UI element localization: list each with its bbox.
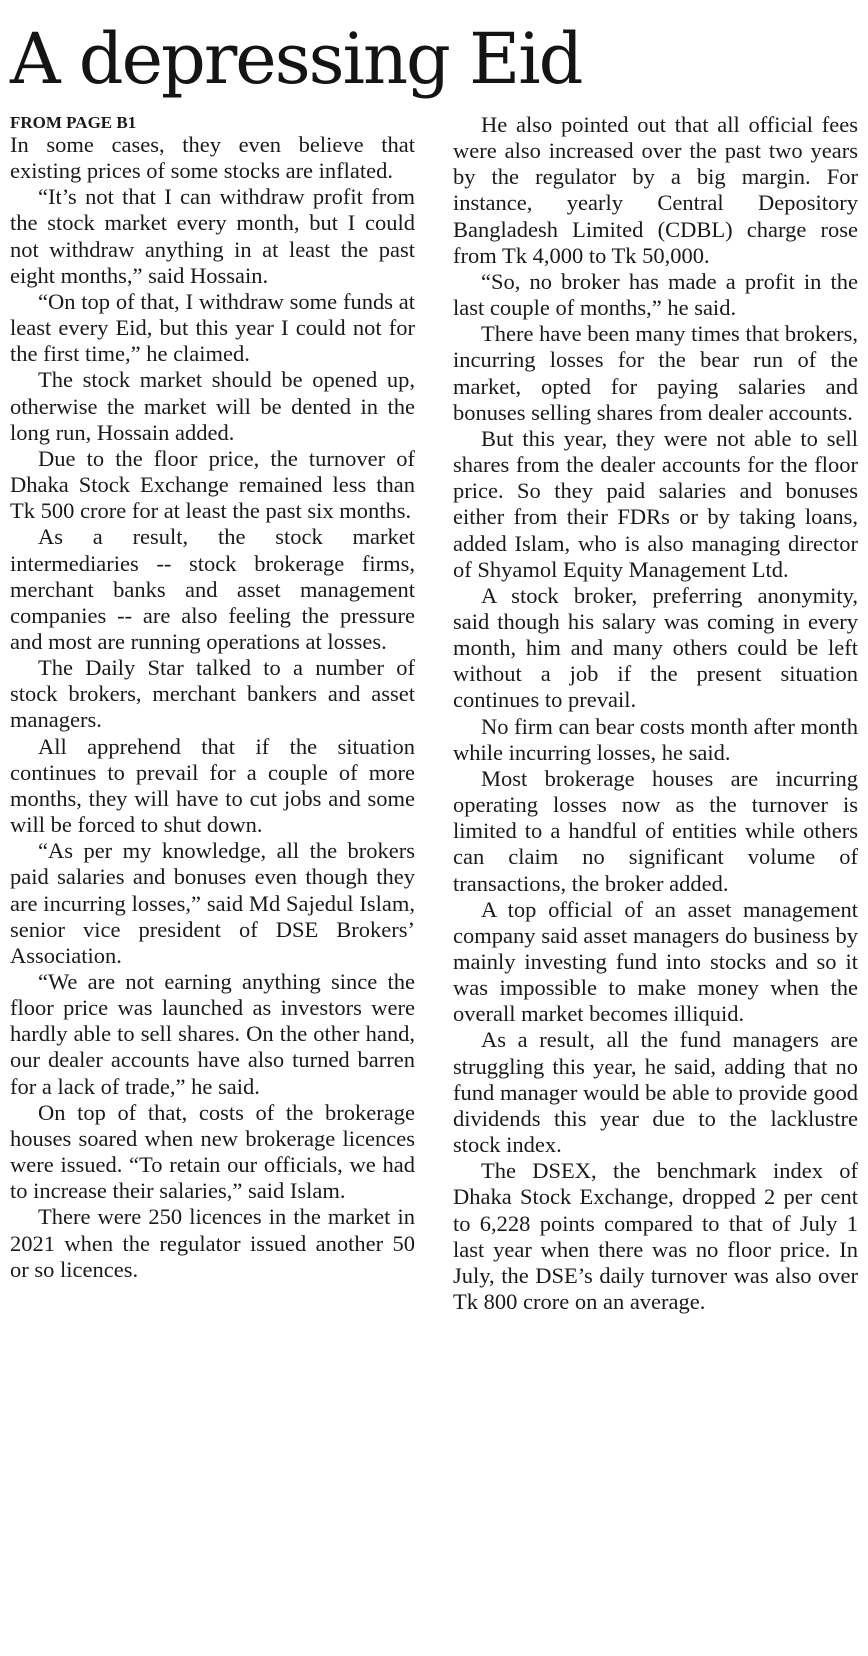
paragraph: He also pointed out that all official fees were also increased over the past two years by the regulator by a big margin. For instance, yearly Central Depository Bangladesh Limited (CDBL) charge rose from Tk 4,000 to Tk 50,000. xyxy=(453,112,858,268)
paragraph: As a result, the stock market intermediaries -- stock brokerage firms, merchant banks and asset management companies -- are also feeling the pressure and most are running operations at losses. xyxy=(10,524,415,654)
paragraph: There have been many times that brokers, incurring losses for the bear run of the market, opted for paying salaries and bonuses selling shares from dealer accounts. xyxy=(453,321,858,425)
paragraph: There were 250 licences in the market in 2021 when the regulator issued another 50 or so licences. xyxy=(10,1204,415,1282)
paragraph: “As per my knowledge, all the brokers paid salaries and bonuses even though they are incurring losses,” said Md Sajedul Islam, senior vice president of DSE Brokers’ Association. xyxy=(10,838,415,968)
paragraph: In some cases, they even believe that existing prices of some stocks are inflated. xyxy=(10,132,415,184)
paragraph: But this year, they were not able to sell shares from the dealer accounts for the floor price. So they paid salaries and bonuses either from their FDRs or by taking loans, added Islam, who is also managing director of Shyamol Equity Management Ltd. xyxy=(453,425,858,582)
paragraph: The DSEX, the benchmark index of Dhaka Stock Exchange, dropped 2 per cent to 6,228 points compared to that of July 1 last year when there was no floor price. In July, the DSE’s daily turnover was also over Tk 800 crore on an average. xyxy=(453,1158,858,1315)
paragraph: “It’s not that I can withdraw profit from the stock market every month, but I could not withdraw anything in at least the past eight months,” said Hossain. xyxy=(10,184,415,288)
right-column xyxy=(453,112,858,1315)
paragraph: On top of that, costs of the brokerage houses soared when new brokerage licences were issued. “To retain our officials, we had to increase their salaries,” said Islam. xyxy=(10,1099,415,1204)
paragraph: No firm can bear costs month after month while incurring losses, he said. xyxy=(453,713,858,765)
paragraph: All apprehend that if the situation continues to prevail for a couple of more months, they will have to cut jobs and some will be forced to shut down. xyxy=(10,733,415,838)
headline: A depressing Eid xyxy=(10,18,582,100)
paragraph: A stock broker, preferring anonymity, said though his salary was coming in every month, him and many others could be left without a job if the present situation continues to prevail. xyxy=(453,582,858,713)
paragraph: “We are not earning anything since the floor price was launched as investors were hardly able to sell shares. On the other hand, our dealer accounts have also turned barren for a lack of trade,” he said. xyxy=(10,969,415,1099)
paragraph: As a result, all the fund managers are struggling this year, he said, adding that no fund manager would be able to provide good dividends this year due to the lacklustre stock index. xyxy=(453,1027,858,1158)
paragraph: The Daily Star talked to a number of stock brokers, merchant bankers and asset managers. xyxy=(10,655,415,733)
paragraph: Due to the floor price, the turnover of Dhaka Stock Exchange remained less than Tk 500 crore for at least the past six months. xyxy=(10,445,415,524)
article-body xyxy=(10,112,858,1315)
left-column xyxy=(10,112,415,1315)
paragraph: The stock market should be opened up, otherwise the market will be dented in the long run, Hossain added. xyxy=(10,367,415,445)
paragraph: “So, no broker has made a profit in the last couple of months,” he said. xyxy=(453,268,858,321)
paragraph: Most brokerage houses are incurring operating losses now as the turnover is limited to a handful of entities while others can claim no significant volume of transactions, the broker added. xyxy=(453,765,858,896)
paragraph: “On top of that, I withdraw some funds at least every Eid, but this year I could not for the first time,” he claimed. xyxy=(10,288,415,367)
jump-line: FROM PAGE B1 xyxy=(10,113,137,132)
paragraph: A top official of an asset management company said asset managers do business by mainly investing fund into stocks and so it was impossible to make money when the overall market becomes illiquid. xyxy=(453,896,858,1027)
